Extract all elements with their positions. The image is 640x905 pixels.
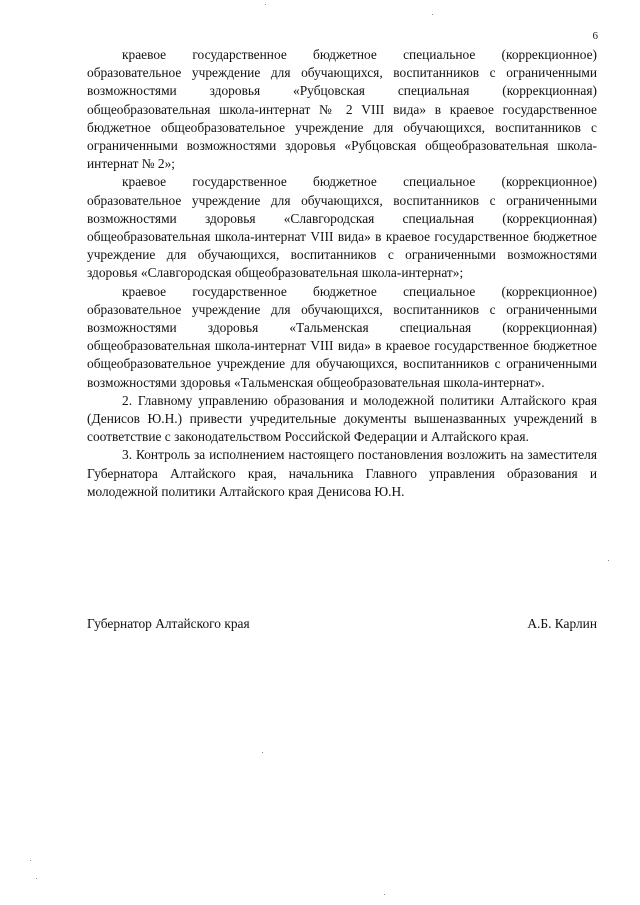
page-number: 6: [592, 30, 598, 42]
paragraph-item-3: 3. Контроль за исполнением настоящего постановления возложить на заместителя Губернатора Алтайского края, начальника Главного управления образования и молодежной политики Алтайского края Денисова Ю.Н.: [87, 447, 597, 499]
signature-block: [87, 615, 597, 633]
paragraph-rubtsovsk: краевое государственное бюджетное специальное (коррекционное) образовательное учреждение для обучающихся, воспитанников с ограниченными возможностями здоровья «Рубцовская специальная (коррекционная) общеобразовательная школа-интернат № 2 VIII вида» в краевое государственное бюджетное общеобразовательное учреждение для обучающихся, воспитанников с ограниченными возможностями здоровья «Рубцовская общеобразовательная школа-интернат № 2»;: [87, 47, 597, 172]
scan-speck: [384, 894, 385, 895]
paragraph-talmenka: краевое государственное бюджетное специальное (коррекционное) образовательное учреждение для обучающихся, воспитанников с ограниченными возможностями здоровья «Тальменская специальная (коррекционная) общеобразовательная школа-интернат VIII вида» в краевое государственное бюджетное общеобразовательное учреждение для обучающихся, воспитанников с ограниченными возможностями здоровья «Тальменская общеобразовательная школа-интернат».: [87, 283, 597, 390]
scan-speck: [262, 752, 263, 753]
scan-speck: [608, 560, 609, 561]
document-body: [87, 46, 597, 501]
scan-speck: [30, 860, 31, 861]
paragraph-slavgorod: краевое государственное бюджетное специальное (коррекционное) образовательное учреждение для обучающихся, воспитанников с ограниченными возможностями здоровья «Славгородская специальная (коррекционная) общеобразовательная школа-интернат VIII вида» в краевое государственное бюджетное учреждение для обучающихся, воспитанников с ограниченными возможностями здоровья «Славгородская общеобразовательная школа-интернат»;: [87, 174, 597, 281]
scan-speck: [265, 4, 266, 5]
scan-speck: [432, 14, 433, 15]
signatory-name: А.Б. Карлин: [527, 616, 597, 631]
scan-speck: [36, 878, 37, 879]
paragraph-item-2: 2. Главному управлению образования и молодежной политики Алтайского края (Денисов Ю.Н.) привести учредительные документы вышеназванных учреждений в соответствие с законодательством Российской Федерации и Алтайского края.: [87, 392, 597, 445]
signatory-position: Губернатор Алтайского края: [87, 616, 250, 631]
